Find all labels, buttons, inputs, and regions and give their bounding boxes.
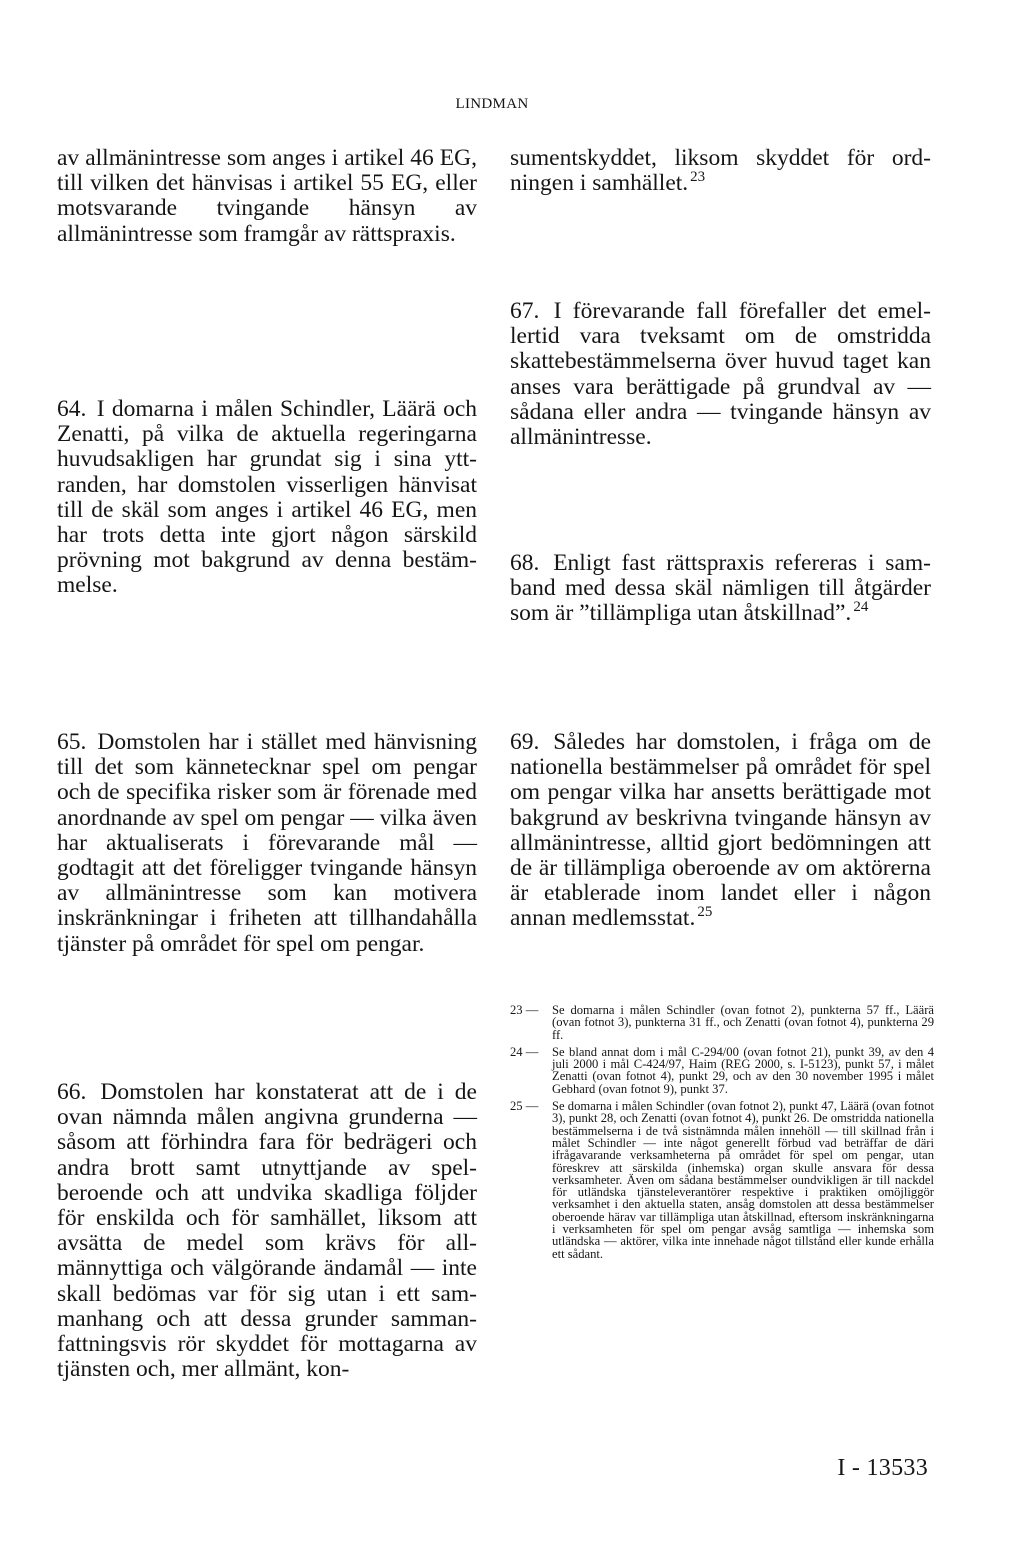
paragraph-68 [510,551,931,627]
paragraph-text: av allmänintresse som anges i artikel 46 EG, till vilken det hänvisas i artikel 55 EG, eller motsvarande tvingande hänsyn av allmänintresse som framgår av rättspraxis. [57,145,477,247]
paragraph-65 [57,730,477,957]
page-number: I - 13533 [837,1455,928,1481]
footnote-text: Se bland annat dom i mål C-294/00 (ovan fotnot 21), punkt 39, av den 4 juli 2000 i mål C-424/97, Haim (REG 2000, s. I-5123), punkt 57, i målet Zenatti (ovan fotnot 4), punkt 29, och av den 30 november 1995 i målet Gebhard (ovan fotnot 9), punkt 37. [552,1044,934,1096]
paragraph-continued-left [57,146,477,247]
paragraph-text: I domarna i målen Schindler, Läärä och Zenatti, på vilka de aktuella regeringarna huvudsakligen har grundat sig i sina yttranden, har domstolen visserligen hänvisat till de skäl som anges i artikel 46 EG, men har trots detta inte gjort någon särskild prövning mot bakgrund av denna bestämmelse. [57,396,478,599]
footnote-text: Se domarna i målen Schindler (ovan fotnot 2), punkterna 57 ff., Läärä (ovan fotnot 3), punkterna 31 ff., och Zenatti (ovan fotnot 4), punkterna 29 ff. [552,1003,934,1042]
footnote-reference[interactable]: 24 [853,599,869,616]
paragraph-66 [57,1080,477,1382]
paragraph-text: Enligt fast rättspraxis refereras i samband med dessa skäl nämligen till åtgärder som är ”tillämpliga utan åtskillnad”. [510,550,931,627]
footnote-23 [510,1004,934,1041]
running-header: LINDMAN [455,96,529,112]
footnote-25 [510,1100,934,1260]
paragraph-text: Domstolen har i stället med hänvisning till det som kännetecknar spel om pengar och de specifika risker som är förenade med anordnande av spel om pengar — vilka även har aktualiserats i förevarande mål — godtagit att det föreligger tvingande hänsyn av allmänintresse som kan motivera inskränkningar i friheten att tillhandahålla tjänster på området för spel om pengar. [57,729,478,957]
paragraph-text: Således har domstolen, i fråga om de nationella bestämmelser på området för spel om pengar vilka har ansetts berättigade mot bakgrund av beskrivna tvingande hänsyn av allmänintresse, alltid gjort bedömningen att de är tillämpliga oberoende av om aktörerna är etablerade inom landet eller i någon annan medlemsstat. [510,729,931,932]
paragraph-number: 66. [57,1079,87,1105]
paragraph-number: 69. [510,729,540,755]
footnote-reference[interactable]: 23 [690,169,706,186]
footnote-label: 24 — [510,1044,539,1059]
footnote-24 [510,1046,934,1095]
paragraph-text: Domstolen har konstaterat att de i de ovan nämnda målen angivna grunderna — såsom att förhindra fara för bedrägeri och andra brott samt utnyttjande av spelberoende och att undvika skadliga följder för enskilda och för samhället, liksom att avsätta de medel som krävs för allmännyttiga och välgörande ändamål — inte skall bedömas var för sig utan i ett sammanhang och att dessa grunder sammanfattningsvis rör skyddet för mottagarna av tjänsten och, mer allmänt, kon- [57,1079,477,1383]
paragraph-number: 67. [510,298,540,324]
paragraph-number: 68. [510,550,540,576]
footnote-label: 25 — [510,1099,539,1114]
paragraph-67 [510,299,931,450]
footnotes-section [510,1004,934,1265]
paragraph-number: 64. [57,396,87,422]
footnote-label: 23 — [510,1003,539,1017]
paragraph-69 [510,730,931,932]
paragraph-text: sumentskyddet, liksom skyddet för ordningen i samhället. [510,145,931,197]
footnote-text: Se domarna i målen Schindler (ovan fotnot 2), punkt 47, Läärä (ovan fotnot 3), punkt 28, och Zenatti (ovan fotnot 4), punkt 26. De omstridda nationella bestämmelserna i de två sistnämnda målen innehöll — till skillnad från i målet Schindler — inte något generellt förbud vad beträffar de däri ifrågavarande verksamheterna på området för spel om pengar, utan föreskrev att särskilda (inhemska) organ skulle ansvara för dessa verksamheter. Även om sådana bestämmelser oundvikligen är till nackdel för utländska tjänsteleverantörer respektive i praktiken omöjliggör verksamhet i den aktuella staten, ansåg domstolen att dessa bestämmelser oberoende härav var tillämpliga utan åtskillnad, eftersom inskränkningarna i verksamheten för spel om pengar avsåg samtliga — inhemska som utländska — aktörer, vilka inte innehade något tillstånd eller kunde erhålla ett sådant. [552,1099,934,1261]
paragraph-continued-right [510,146,931,196]
footnote-reference[interactable]: 25 [697,904,713,921]
paragraph-number: 65. [57,729,87,755]
paragraph-64 [57,397,477,599]
paragraph-text: I förevarande fall förefaller det emellertid vara tveksamt om de omstridda skattebestämmelserna över huvud taget kan anses vara berättigade på grundval av — sådana eller andra — tvingande hänsyn av allmänintresse. [510,298,931,451]
